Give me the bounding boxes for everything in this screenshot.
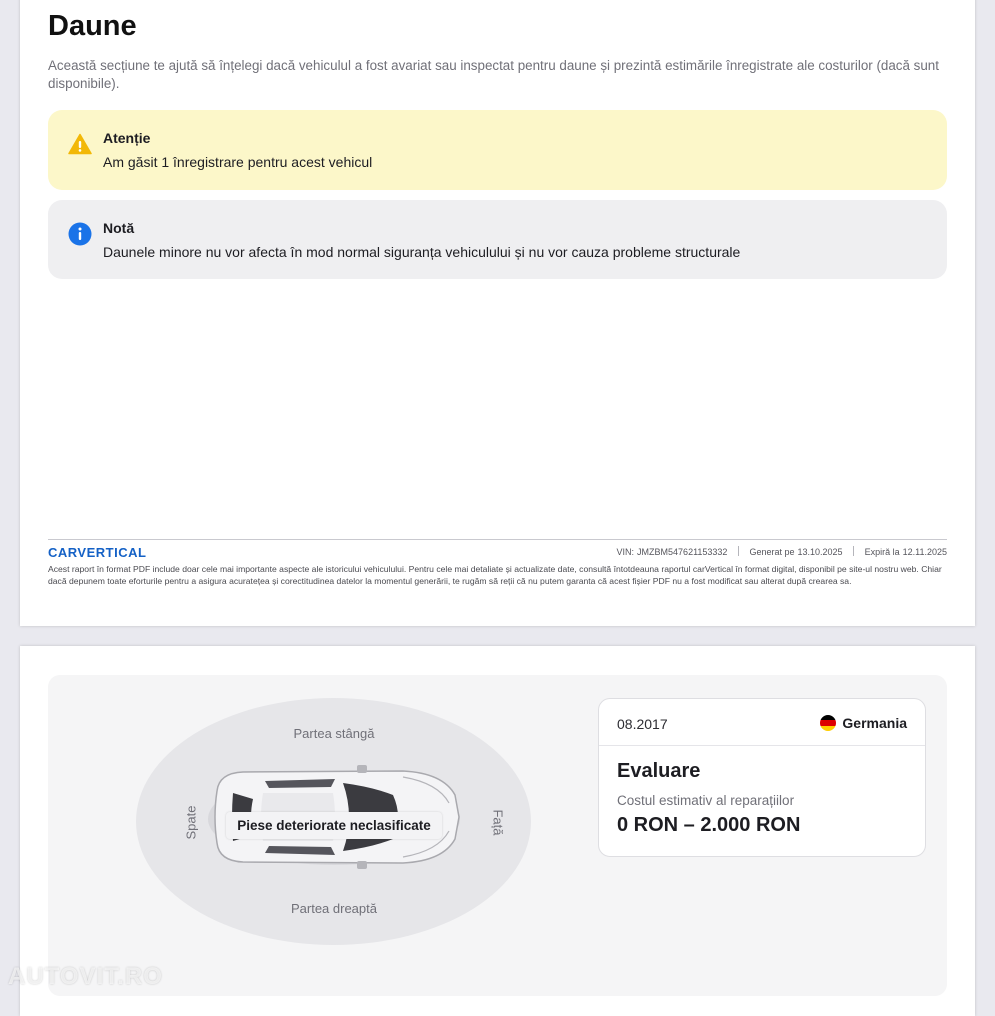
generated-label: Generat pe [749, 547, 795, 557]
warning-triangle-icon [68, 132, 92, 156]
generated-date: 13.10.2025 [797, 547, 843, 557]
label-back: Spate [183, 805, 199, 840]
note-text: Daunele minore nu vor afecta în mod normal siguranța vehiculului și nu vor cauza probleme structurale [103, 244, 741, 260]
cost-value: 0 RON – 2.000 RON [617, 814, 801, 836]
warning-text: Am găsit 1 înregistrare pentru acest vehicul [103, 154, 373, 170]
label-front: Față [490, 809, 506, 836]
cost-label: Costul estimativ al reparațiilor [617, 793, 795, 808]
meta-separator [738, 546, 739, 556]
info-icon [68, 222, 92, 246]
record-country [820, 715, 907, 731]
record-date: 08.2017 [617, 716, 668, 732]
damage-record-card [598, 698, 926, 857]
damage-record-panel [48, 675, 947, 996]
pdf-disclaimer: Acest raport în format PDF include doar cele mai importante aspecte ale istoricului vehiculului. Pentru cele mai detaliate și actualizate date, consultă întotdeauna raportul carVertical în format digital, disponibil pe site-ul nostru web. Chiar dacă depunem toate eforturile pentru a asigura acuratețea și corectitudinea datelor la momentul generării, te rugăm să reții că nu putem garanta că acest fișier PDF nu a fost modificat sau alterat după crearea sa. [48, 564, 942, 586]
country-name: Germania [842, 715, 907, 731]
footer-divider [48, 539, 947, 540]
label-right-side: Partea dreaptă [290, 901, 377, 916]
section-description: Această secțiune te ajută să înțelegi dacă vehiculul a fost avariat sau inspectat pentru daune și prezintă estimările înregistrate ale costurilor (dacă sunt disponibile). [48, 58, 939, 91]
expires-label: Expiră la [864, 547, 900, 557]
report-meta [617, 546, 947, 557]
record-title: Evaluare [617, 760, 701, 782]
germany-flag-icon [820, 715, 836, 731]
autovit-watermark: AUTOVIT.RO [8, 963, 163, 990]
carvertical-logo: CARVERTICAL [48, 545, 147, 560]
meta-separator [853, 546, 854, 556]
note-title: Notă [103, 220, 135, 236]
report-page-damage-record [20, 646, 975, 1016]
report-page-damage [20, 0, 975, 626]
vin-label: VIN: [616, 547, 635, 557]
note-callout [48, 200, 947, 279]
vin-value: JMZBM547621153332 [637, 547, 728, 557]
section-title: Daune [48, 10, 137, 42]
damage-part-label: Piese deteriorate neclasificate [226, 812, 442, 839]
warning-callout [48, 110, 947, 190]
warning-title: Atenție [103, 130, 151, 146]
label-left-side: Partea stângă [293, 726, 375, 741]
card-divider [599, 745, 925, 746]
expires-date: 12.11.2025 [902, 547, 947, 557]
